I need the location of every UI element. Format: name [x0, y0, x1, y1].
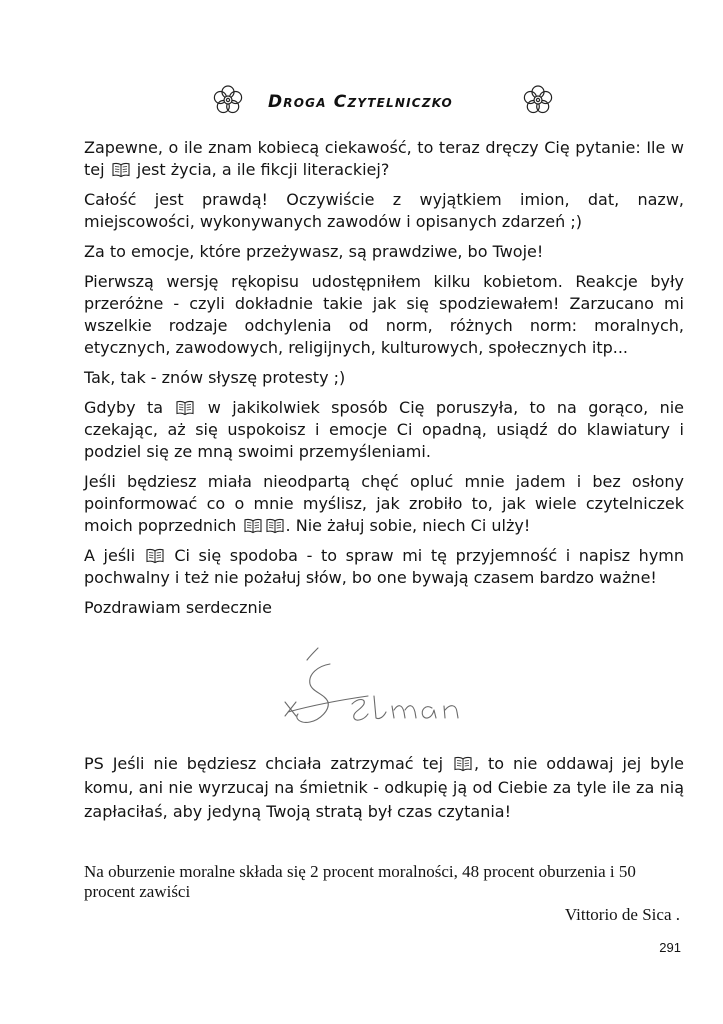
paragraph-text: A jeśli — [84, 546, 136, 565]
paragraph — [84, 752, 684, 824]
paragraph: Całość jest prawdą! Oczywiście z wyjątkiem imion, dat, nazw, miejscowości, wykonywanych zawodów i opisanych zdarzeń ;) — [84, 190, 684, 231]
postscript — [84, 752, 684, 824]
paragraph — [84, 545, 684, 589]
quote-author: Vittorio de Sica . — [564, 905, 680, 924]
paragraph-text: Jeśli będziesz miała nieodpartą chęć opluć mnie jadem i bez osłony poinformować co o mnie myślisz, jak zrobiło to, jak wiele czytelniczek moich poprzednich — [84, 472, 684, 535]
flower-icon — [521, 83, 555, 117]
paragraph-text: Ci się spodoba - to spraw mi tę przyjemność i napisz hymn pochwalny i też nie pożałuj słów, bo one bywają czasem bardzo ważne! — [84, 546, 685, 587]
paragraph-text: w jakikolwiek sposób Cię poruszyła, to na gorąco, nie czekając, aż się uspokoisz i emocje Ci opadną, usiądź do klawiatury i podziel się ze mną swoimi przemyśleniami. — [84, 398, 684, 461]
open-book-icon — [266, 518, 284, 534]
open-book-icon — [454, 756, 472, 772]
quote — [84, 862, 684, 902]
quote-text: Na oburzenie moralne składa się 2 procent moralności, 48 procent oburzenia i 50 procent zawiści — [84, 862, 636, 901]
paragraph-text: jest życia, a ile fikcji literackiej? — [136, 160, 390, 179]
open-book-icon — [112, 162, 130, 178]
handwritten-signature — [270, 636, 485, 736]
page-number: 291 — [659, 940, 681, 955]
page-title: Droga Czytelniczko — [268, 92, 453, 112]
paragraph: Tak, tak - znów słyszę protesty ;) — [84, 368, 346, 387]
title-row — [0, 83, 723, 127]
paragraph: Pierwszą wersję rękopisu udostępniłem kilku kobietom. Reakcje były przeróżne - czyli dokładnie takie jak się spodziewałem! Zarzucano mi wszelkie rodzaje odchylenia od norm, różnych norm: moralnych, etycznych, zawodowych, religijnych, kulturowych, społecznych itp... — [84, 272, 684, 357]
paragraph-text: . Nie żałuj sobie, niech Ci ulży! — [285, 516, 531, 535]
open-book-icon — [176, 400, 194, 416]
letter-body — [84, 137, 684, 627]
paragraph-text: Zapewne, o ile znam kobiecą ciekawość, to teraz dręczy Cię pytanie: Ile w tej — [84, 138, 684, 179]
paragraph — [84, 137, 684, 181]
flower-icon — [211, 83, 245, 117]
paragraph-text: , to nie oddawaj jej byle komu, ani nie wyrzucaj na śmietnik - odkupię ją od Ciebie za tyle ile za nią zapłaciłaś, aby jedyną Twoją stratą był czas czytania! — [84, 754, 684, 821]
paragraph — [84, 397, 684, 463]
paragraph — [84, 471, 684, 537]
paragraph-text: PS Jeśli nie będziesz chciała zatrzymać tej — [84, 754, 444, 773]
paragraph-text: Gdyby ta — [84, 398, 164, 417]
paragraph: Za to emocje, które przeżywasz, są prawdziwe, bo Twoje! — [84, 242, 544, 261]
closing-line: Pozdrawiam serdecznie — [84, 598, 272, 617]
open-book-icon — [146, 548, 164, 564]
open-book-icon — [244, 518, 262, 534]
